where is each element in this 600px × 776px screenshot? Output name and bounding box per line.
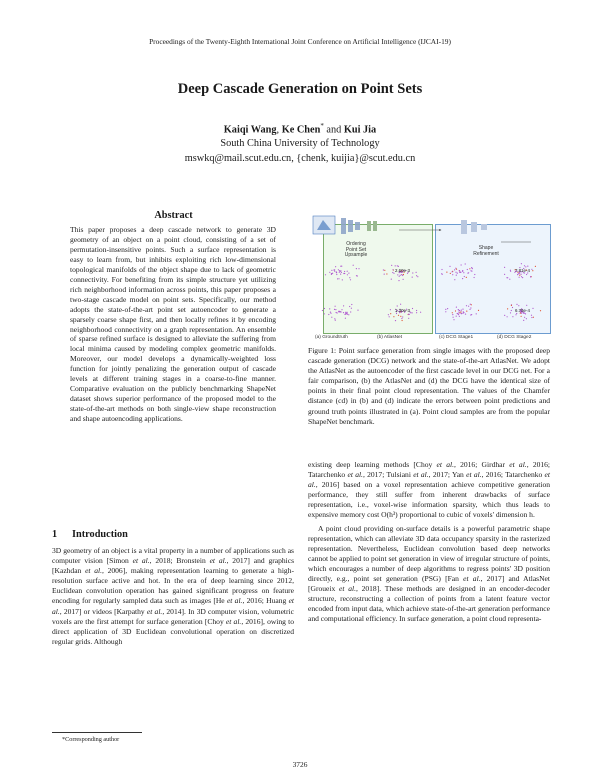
latent-code-icon bbox=[367, 221, 377, 231]
stage2-feature-icon bbox=[461, 220, 487, 234]
author-separator: , bbox=[276, 124, 282, 136]
subfig-label: (b) AtlasNet bbox=[377, 335, 403, 340]
author-chen: Ke Chen bbox=[281, 124, 321, 136]
corresponding-mark: * bbox=[320, 122, 324, 130]
encoder-block-icon bbox=[341, 218, 360, 234]
author-wang: Kaiqi Wang bbox=[223, 124, 277, 136]
section-title: Introduction bbox=[72, 529, 128, 540]
subfig-label: (d) DCG Stage2 bbox=[497, 335, 532, 340]
section-number: 1 bbox=[52, 529, 58, 540]
stage2-label: Shape Refinement bbox=[473, 245, 499, 257]
subfig-label: (c) DCG Stage1 bbox=[439, 335, 474, 340]
running-header: Proceedings of the Twenty-Eighth International Joint Conference on Artificial Intelligence (IJCAI-19) bbox=[149, 37, 451, 46]
error-value: 7.81e-4 bbox=[515, 268, 530, 273]
subfig-label: (a) Groundtruth bbox=[315, 335, 348, 340]
figure-1 bbox=[311, 212, 551, 340]
stage1-label: Ordering Point Set Upsample bbox=[344, 241, 368, 259]
figure-illustration bbox=[311, 212, 551, 340]
error-value: 6.75e-4 bbox=[515, 308, 530, 313]
footnote: *Corresponding author bbox=[62, 736, 120, 743]
author-separator-and: and bbox=[323, 124, 344, 136]
intro-paragraph: A point cloud providing on-surface details is a powerful parametric shape representation, which can alleviate 3D data occupancy sparsity in the rasterized representation. Nevertheless, Euclidean convolution based deep networks cannot be applied to point set generation in view of irregular structure of points, which encourages a number of deep algorithms to regress points' 3D position directly, e.g., point set generation (PSG) [Fan et al., 2017] and AtlasNet [Groueix et al., 2018]. These methods are designed in an encoder-decoder structure, reconstructing a collection of points from a latent feature vector encoded from input data, which achieve state-of-the-art generation performance and computational efficiency. In surface generation, a point cloud representa- bbox=[308, 523, 551, 624]
abstract-heading: Abstract bbox=[154, 210, 193, 221]
error-value: 2.60e-3 bbox=[395, 268, 410, 273]
intro-paragraph: existing deep learning methods [Choy et al., 2016; Girdhar et al., 2016; Tatarchenko et al., 2017; Tulsiani et al., 2017; Yan et al., 2016; Tatarchenko et al., 2016] based on a voxel representation achieve competitive generation performance, they still suffer from inherent drawbacks of surface representation, i.e., voxel-wise information sparsity, which thus leads to expensive memory cost O(h³) proportional to cubic of voxels' dimension h. bbox=[308, 460, 551, 520]
intro-left-column: 3D geometry of an object is a vital property in a number of applications such as computer vision [Simon et al., 2018; Bronstein et al., 2017] and graphics [Kazhdan et al., 2006], making representation learning to generate a high-resolution surface active and hot. In the era of deep learning since 2012, Euclidean convolution operation has gained significant progress on feature encoding for regularly sampled data such as images [He et al., 2016; Huang et al., 2017] or videos [Karpathy et al., 2014]. In 3D computer vision, volumetric voxels are the first attempt for surface generation [Choy et al., 2016], owing to direct application of 3D Euclidean convolutional operation on discretized regular grids. Although bbox=[52, 546, 295, 646]
email-line: mswkq@mail.scut.edu.cn, {chenk, kuijia}@scut.edu.cn bbox=[184, 153, 416, 164]
author-list bbox=[0, 122, 600, 135]
footnote-rule bbox=[52, 732, 142, 733]
paper-title: Deep Cascade Generation on Point Sets bbox=[177, 81, 423, 97]
abstract-body: This paper proposes a deep cascade network to generate 3D geometry of an object on a point cloud, consisting of a set of permutation-insensitive points. Such a surface representation is easy to learn from, but inhibits exploiting rich low-dimensional topological manifolds of the object shape due to lack of geometric connectivity. For benefiting from its simple structure yet utilizing rich neighborhood information across points, this paper proposes a two-stage cascade model on point sets. Specifically, our method adopts the state-of-the-art point set autoencoder to generate a sparsely coarse shape first, and then locally refines it by encoding neighborhood connectivity on a graph representation. An ensemble of sparse refined surface is designed to alleviate the suffering from local minima caused by modeling complex geometric manifolds. Moreover, our model develops a dynamically-weighted loss function for jointly penalizing the generation output of cascade levels at different training stages in a coarse-to-fine manner. Comparative evaluation on the publicly benchmarking ShapeNet dataset shows superior performance of the proposed model to the state-of-the-art methods on both single-view shape reconstruction and shape autoencoding applications. bbox=[70, 225, 276, 424]
point-cloud-samples bbox=[322, 263, 541, 321]
intro-heading bbox=[52, 529, 128, 540]
figure-caption: Figure 1: Point surface generation from single images with the proposed deep cascade generation (DCG) network and the state-of-the-art AtlasNet. We adopt the AtlasNet as the autoencoder of the first cascade level in our DCG net. For a fair comparison, (b) the AtlasNet and (d) the DCG have the identical size of points in their final point cloud representation. The values of the Chamfer distance (cd) in (b) and (d) indicate the errors between point predictions and ground truth points illustrated in (a). Point cloud samples are from the popular ShapeNet benchmark. bbox=[308, 346, 550, 426]
author-jia: Kui Jia bbox=[343, 124, 377, 136]
intro-right-column bbox=[308, 460, 550, 625]
page-number: 3726 bbox=[292, 760, 308, 769]
affiliation: South China University of Technology bbox=[220, 138, 380, 149]
error-value: 1.30e-3 bbox=[395, 308, 410, 313]
